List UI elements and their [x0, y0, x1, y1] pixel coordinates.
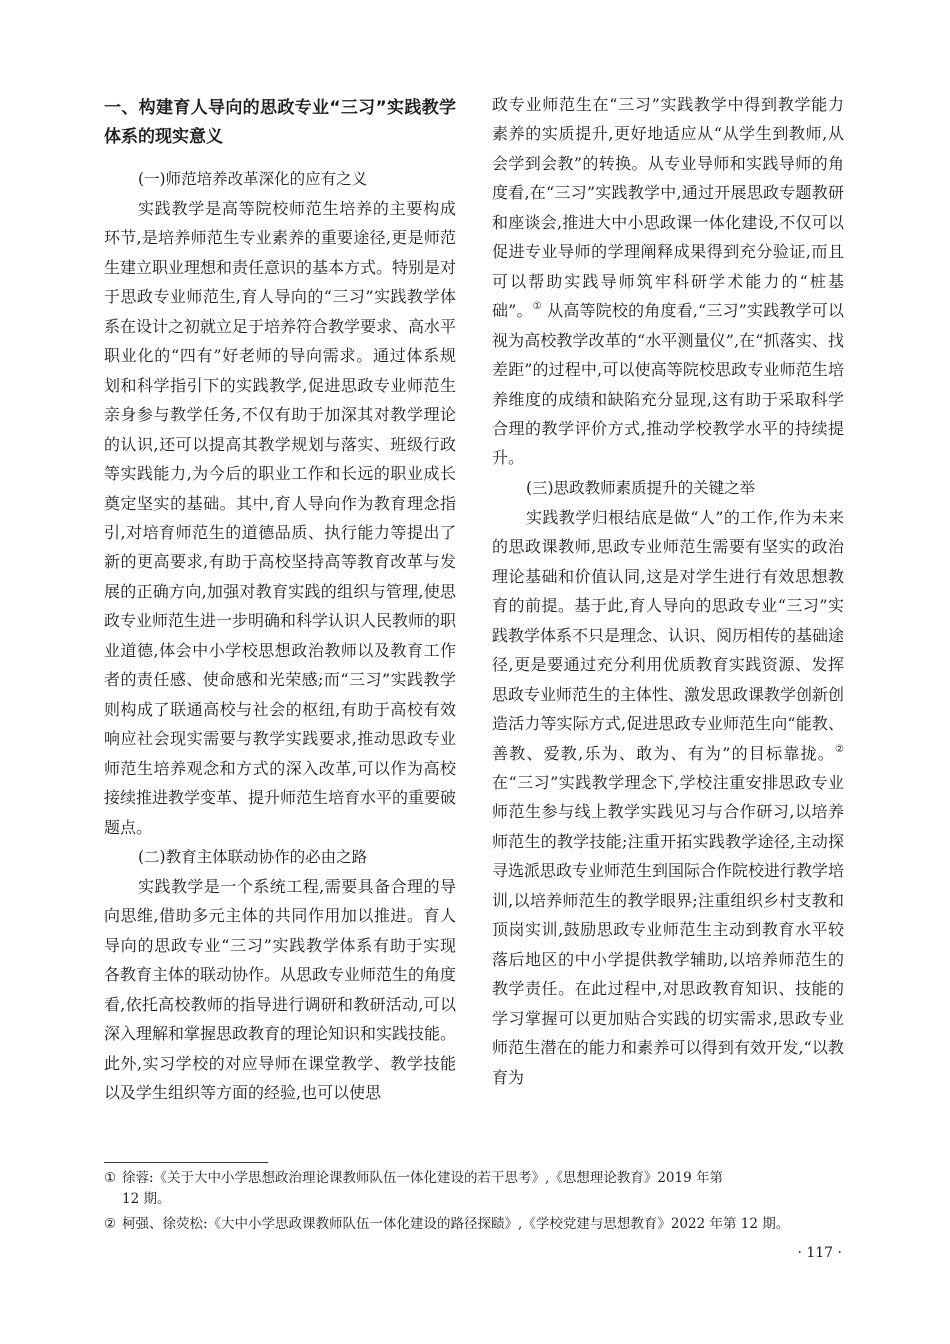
footnote-1: [104, 1168, 846, 1210]
right-column: [492, 90, 844, 1092]
paragraph-4: [492, 503, 844, 1092]
paragraph-3-part-b: 从高等院校的角度看,“三习”实践教学可以视为高校教学改革的“水平测量仪”,在“抓落实、找差距”的过程中,可以使高等院校思政专业师范生培养维度的成绩和缺陷充分显现,这有助于采取科学合理的教学评价方式,推动学校教学水平的持续提升。: [492, 301, 844, 468]
paragraph-1: 实践教学是高等院校师范生培养的主要构成环节,是培养师范生专业素养的重要途径,更是师范生建立职业理想和责任意识的基本方式。特别是对于思政专业师范生,育人导向的“三习”实践教学体系在设计之初就立足于培养符合教学要求、高水平职业化的“四有”好老师的导向需求。通过体系规划和科学指引下的实践教学,促进思政专业师范生亲身参与教学任务,不仅有助于加深其对教学理论的认识,还可以提高其教学规划与落实、班级行政等实践能力,为今后的职业工作和长远的职业成长奠定坚实的基础。其中,育人导向作为教育理念指引,对培育师范生的道德品质、执行能力等提出了新的更高要求,有助于高校坚持高等教育改革与发展的正确方向,加强对教育实践的组织与管理,使思政专业师范生进一步明确和科学认识人民教师的职业道德,体会中小学校思想政治教师以及教育工作者的责任感、使命感和光荣感;而“三习”实践教学则构成了联通高校与社会的枢纽,有助于高校有效响应社会现实需要与教学实践要求,推动思政专业师范生培养观念和方式的深入改革,可以作为高校接续推进教学变革、提升师范生培育水平的重要破题点。: [104, 199, 457, 837]
left-column: [104, 90, 456, 1108]
subheading-2: (二)教育主体联动协作的必由之路: [138, 847, 368, 866]
section-heading: 一、构建育人导向的思政专业“三习”实践教学体系的现实意义: [104, 98, 456, 147]
page-number: · 117 ·: [797, 1245, 842, 1261]
footnote-ref-1[interactable]: ①: [532, 301, 542, 313]
footnote-2: [104, 1214, 846, 1235]
subheading-1: (一)师范培养改革深化的应有之义: [138, 170, 368, 188]
paragraph-3-part-a: 政专业师范生在“三习”实践教学中得到教学能力素养的实质提升,更好地适应从“从学生到教师,从会学到会教”的转换。从专业导师和实践导师的角度看,在“三习”实践教学中,通过开展思政专题教研和座谈会,推进大中小思政课一体化建设,不仅可以促进专业导师的学理阐释成果得到充分验证,而且可以帮助实践导师筑牢科研学术能力的“桩基础”。: [492, 95, 844, 321]
subheading-3: (三)思政教师素质提升的关键之举: [526, 478, 756, 497]
footnote-1-text: 徐蓉:《关于大中小学思想政治理论课教师队伍一体化建设的若干思考》,《思想理论教育》2019 年第: [122, 1170, 723, 1186]
footnote-ref-2[interactable]: ②: [835, 743, 844, 755]
paragraph-2: 实践教学是一个系统工程,需要具备合理的导向思维,借助多元主体的共同作用加以推进。育人导向的思政专业“三习”实践教学体系有助于实现各教育主体的联动协作。从思政专业师范生的角度看,依托高校教师的指导进行调研和教研活动,可以深入理解和掌握思政教育的理论知识和实践技能。此外,实习学校的对应导师在课堂教学、教学技能以及学生组织等方面的经验,也可以使思: [104, 876, 457, 1103]
footnote-1-mark: ①: [104, 1170, 117, 1186]
footnote-2-text: 柯强、徐荧松:《大中小学思政课教师队伍一体化建设的路径探赜》,《学校党建与思想教育》2022 年第 12 期。: [122, 1216, 790, 1232]
paragraph-3: [492, 90, 844, 473]
paragraph-4-part-a: 实践教学归根结底是做“人”的工作,作为未来的思政课教师,思政专业师范生需要有坚实的政治理论基础和价值认同,这是对学生进行有效思想教育的前提。基于此,育人导向的思政专业“三习”实践教学体系不只是理念、认识、阅历相传的基础途径,更是要通过充分利用优质教育实践资源、发挥思政专业师范生的主体性、激发思政课教学创新创造活力等实际方式,促进思政专业师范生向“能教、善教、爱教,乐为、敢为、有为”的目标靠拢。: [492, 507, 845, 763]
footnote-2-mark: ②: [104, 1216, 117, 1232]
footnote-divider: [104, 1162, 268, 1163]
footnote-1-continuation: 12 期。: [122, 1191, 171, 1207]
paragraph-4-part-b: 在“三习”实践教学理念下,学校注重安排思政专业师范生参与线上教学实践见习与合作研习,以培养师范生的教学技能;注重开拓实践教学途径,主动探寻选派思政专业师范生到国际合作院校进行教学培训,以培养师范生的教学眼界;注重组织乡村支教和顶岗实训,鼓励思政专业师范生主动到教育水平较落后地区的中小学提供教学辅助,以培养师范生的教学责任。在此过程中,对思政教育知识、技能的学习掌握可以更加贴合实践的切实需求,思政专业师范生潜在的能力和素养可以得到有效开发,“以教育为: [492, 772, 845, 1087]
